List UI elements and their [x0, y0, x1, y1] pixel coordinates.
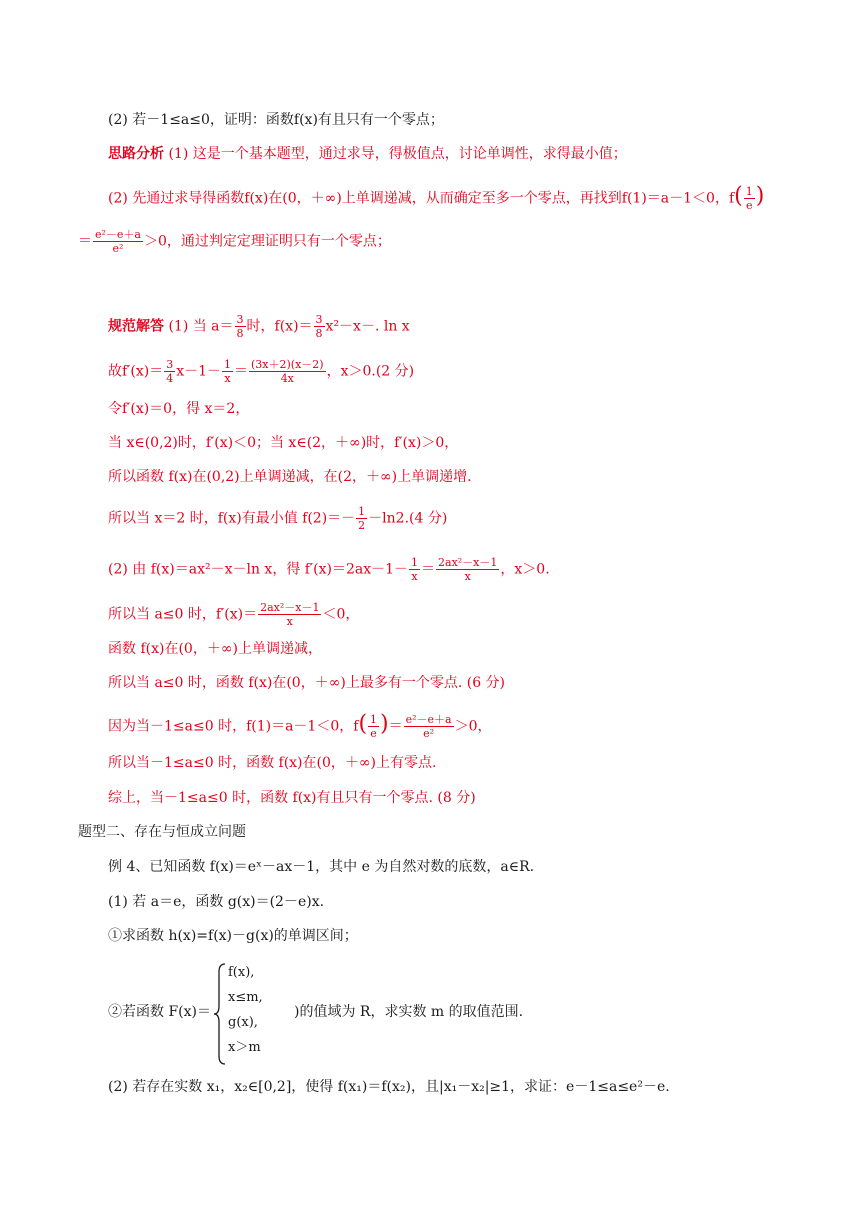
analysis-text-1: (1) 这是一个基本题型，通过求导，得极值点，讨论单调性，求得最小值； [168, 146, 627, 162]
case-1: f(x), [228, 965, 255, 980]
example-4-part-1-ii-b: )的值域为 R，求实数 m 的取值范围. [294, 1004, 524, 1020]
solution-line-7: (2) 由 f(x)＝ax²－x－ln x，得 f′(x)＝2ax－1－ $\frac{1}{x}$ ＝ $\frac{\text{2ax²－x－1}}{x}$ ，x＞0. [108, 556, 550, 583]
solution-line-2: 故f′(x)＝ $\frac{3}{4}$ x－1－ $\frac{1}{x}$ ＝ $\frac{(3x+2)(x-2)}{4x}$ ，x＞0.(2 分) [108, 358, 415, 385]
analysis-text-2a: (2) 先通过求导得函数f(x)在(0，＋∞)上单调递减，从而确定至多一个零点，再找到f(1)＝a－1＜0，f [108, 190, 735, 207]
example-4-statement: 例 4、已知函数 f(x)＝eˣ－ax－1，其中 e 为自然对数的底数，a∈R. [108, 859, 535, 875]
analysis-label: 思路分析 [108, 146, 164, 162]
solution-line-4: 当 x∈(0,2)时，f′(x)＜0；当 x∈(2，＋∞)时，f′(x)＞0， [108, 435, 459, 451]
solution-line-10: 所以当 a≤0 时，函数 f(x)在(0，＋∞)上最多有一个零点. (6 分) [108, 675, 506, 691]
solution-line-12: 所以当－1≤a≤0 时，函数 f(x)在(0，＋∞)上有零点. [108, 755, 437, 771]
example-4-part-1-i: ①求函数 h(x)=f(x)－g(x)的单调区间； [108, 928, 358, 944]
analysis-line-2: (2) 先通过求导得函数f(x)在(0，＋∞)上单调递减，从而确定至多一个零点，再找到f(1)＝a－1＜0，f( $\frac{1}{e}$ ) [108, 183, 765, 212]
solution-line-13: 综上，当－1≤a≤0 时，函数 f(x)有且只有一个零点. (8 分) [108, 790, 476, 806]
solution-line-11: 因为当－1≤a≤0 时，f(1)＝a－1＜0，f( $\frac{1}{e}$ )＝ $\frac{\text{e²－e＋a}}{\text{e²}}$ ＞0， [108, 711, 492, 740]
analysis-line-1 [108, 145, 627, 163]
section-heading: 题型二、存在与恒成立问题 [78, 824, 246, 840]
solution-line-8: 所以当 a≤0 时，f′(x)＝ $\frac{\text{2ax²－x－1}}{x}$ ＜0， [108, 601, 360, 628]
analysis-fraction: $\frac{1}{e}$ [745, 185, 753, 212]
example-4-part-2: (2) 若存在实数 x₁，x₂∈[0,2]，使得 f(x₁)＝f(x₂)，且|x₁－x₂|≥1，求证：e－1≤a≤e²－e. [108, 1079, 670, 1095]
example-4-part-1-ii-a: ②若函数 F(x)＝ [108, 1004, 211, 1020]
analysis-line-3: ＝ $\frac{\text{e²－e＋a}}{\text{e²}}$ ＞0，通过判定定理证明只有一个零点； [78, 228, 391, 255]
solution-label: 规范解答 [108, 318, 164, 335]
example-4-part-1: (1) 若 a＝e，函数 g(x)＝(2－e)x. [108, 894, 325, 910]
case-4: x＞m [228, 1040, 261, 1055]
case-2: x≤m, [228, 990, 263, 1005]
solution-line-9: 函数 f(x)在(0，＋∞)上单调递减， [108, 641, 322, 657]
solution-line-3: 令f′(x)＝0，得 x＝2， [108, 401, 250, 417]
solution-line-5: 所以函数 f(x)在(0,2)上单调递减，在(2，＋∞)上单调递增. [108, 469, 472, 485]
solution-line-1: 规范解答 (1) 当 a＝ $\frac{3}{8}$ 时，f(x)＝ $\frac{3}{8}$ x²－x－. ln x [108, 313, 410, 340]
analysis-fraction-2: $\frac{\text{e²－e＋a}}{\text{e²}}$ [95, 228, 141, 255]
left-brace-icon [213, 962, 227, 1066]
case-3: g(x), [228, 1015, 258, 1030]
question-2: (2) 若－1≤a≤0，证明：函数f(x)有且只有一个零点； [108, 112, 444, 128]
solution-line-6: 所以当 x＝2 时，f(x)有最小值 f(2)＝－ $\frac{1}{2}$ －ln2.(4 分) [108, 505, 448, 532]
piecewise-cases [228, 960, 263, 1060]
